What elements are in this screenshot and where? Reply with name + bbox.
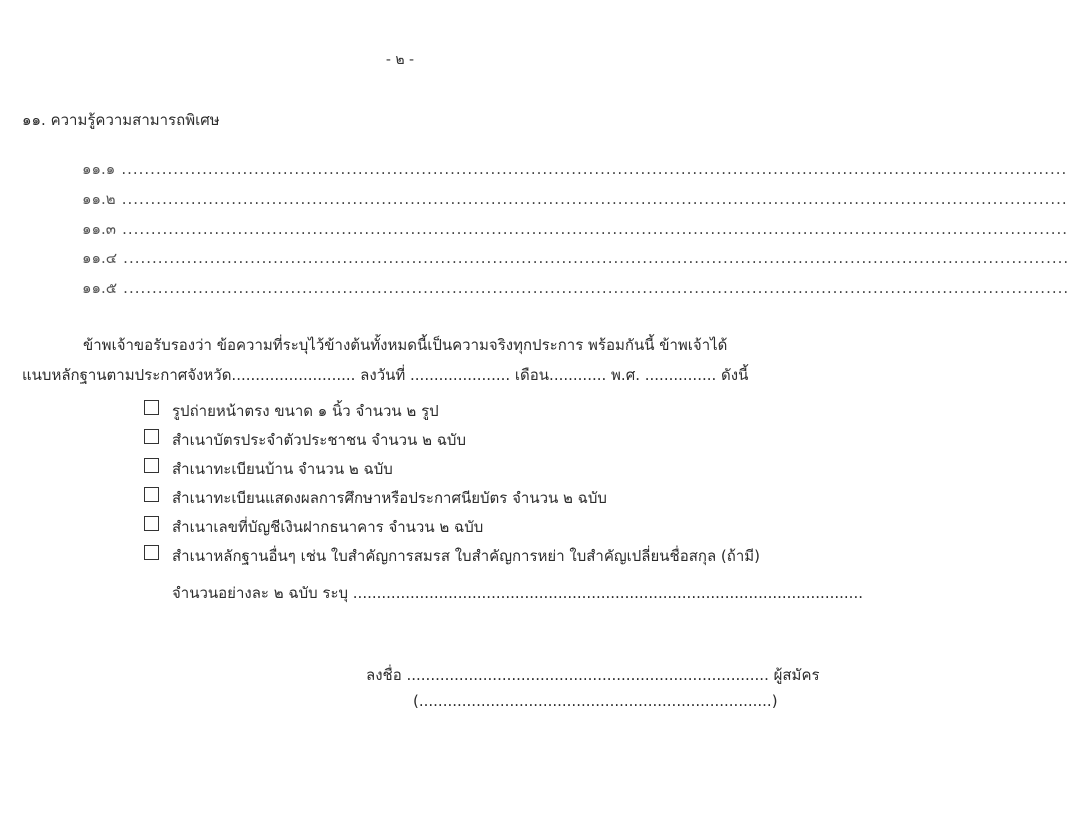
skill-number: ๑๑.๒: [82, 190, 116, 208]
skill-line-4[interactable]: [82, 246, 1069, 270]
applicant-name-line[interactable]: (..........................................................................): [413, 692, 778, 710]
certification-statement: ข้าพเจ้าขอรับรองว่า ข้อความที่ระบุไว้ข้างต้นทั้งหมดนี้เป็นความจริงทุกประการ พร้อมกันนี้ ข้าพเจ้าได้: [83, 336, 728, 354]
dotted-fill-line: ....................................................................................................................................................................: [121, 160, 1068, 178]
dotted-fill-line: ....................................................................................................................................................................: [121, 190, 1068, 208]
checkbox[interactable]: [144, 400, 159, 415]
skill-number: ๑๑.๕: [82, 279, 118, 297]
skill-number: ๑๑.๑: [82, 160, 116, 178]
checkbox[interactable]: [144, 545, 159, 560]
checklist-item-label: สำเนาทะเบียนแสดงผลการศึกษาหรือประกาศนียบัตร จำนวน ๒ ฉบับ: [172, 489, 607, 507]
skill-number: ๑๑.๓: [82, 220, 117, 238]
dotted-fill-line: ....................................................................................................................................................................: [123, 279, 1069, 297]
skill-line-5[interactable]: [82, 276, 1069, 300]
skill-line-1[interactable]: [82, 157, 1068, 181]
checklist-item-label: สำเนาหลักฐานอื่นๆ เช่น ใบสำคัญการสมรส ใบสำคัญการหย่า ใบสำคัญเปลี่ยนชื่อสกุล (ถ้ามี): [172, 547, 761, 565]
checkbox[interactable]: [144, 458, 159, 473]
other-documents-specify-line[interactable]: จำนวนอย่างละ ๒ ฉบับ ระบุ ...........................................................................................................: [172, 584, 863, 602]
checklist-item-label: สำเนาทะเบียนบ้าน จำนวน ๒ ฉบับ: [172, 460, 393, 478]
skill-line-2[interactable]: [82, 187, 1068, 211]
applicant-signature-line[interactable]: ลงชื่อ ............................................................................ ผู้สมัคร: [366, 666, 820, 684]
skill-number: ๑๑.๔: [82, 249, 118, 267]
checklist-item-label: สำเนาบัตรประจำตัวประชาชน จำนวน ๒ ฉบับ: [172, 431, 466, 449]
page-number: - ๒ -: [385, 52, 415, 68]
certification-attachments-line[interactable]: แนบหลักฐานตามประกาศจังหวัด.......................... ลงวันที่ ..................... เดือน............ พ.ศ. ............... ดังนี้: [22, 366, 749, 384]
checklist-item-label: รูปถ่ายหน้าตรง ขนาด ๑ นิ้ว จำนวน ๒ รูป: [172, 402, 439, 420]
dotted-fill-line: ....................................................................................................................................................................: [123, 249, 1069, 267]
section-title: ๑๑. ความรู้ความสามารถพิเศษ: [22, 111, 220, 129]
checklist-item-label: สำเนาเลขที่บัญชีเงินฝากธนาคาร จำนวน ๒ ฉบับ: [172, 518, 484, 536]
dotted-fill-line: ....................................................................................................................................................................: [122, 220, 1069, 238]
checkbox[interactable]: [144, 487, 159, 502]
checkbox[interactable]: [144, 429, 159, 444]
skill-line-3[interactable]: [82, 217, 1069, 241]
checkbox[interactable]: [144, 516, 159, 531]
